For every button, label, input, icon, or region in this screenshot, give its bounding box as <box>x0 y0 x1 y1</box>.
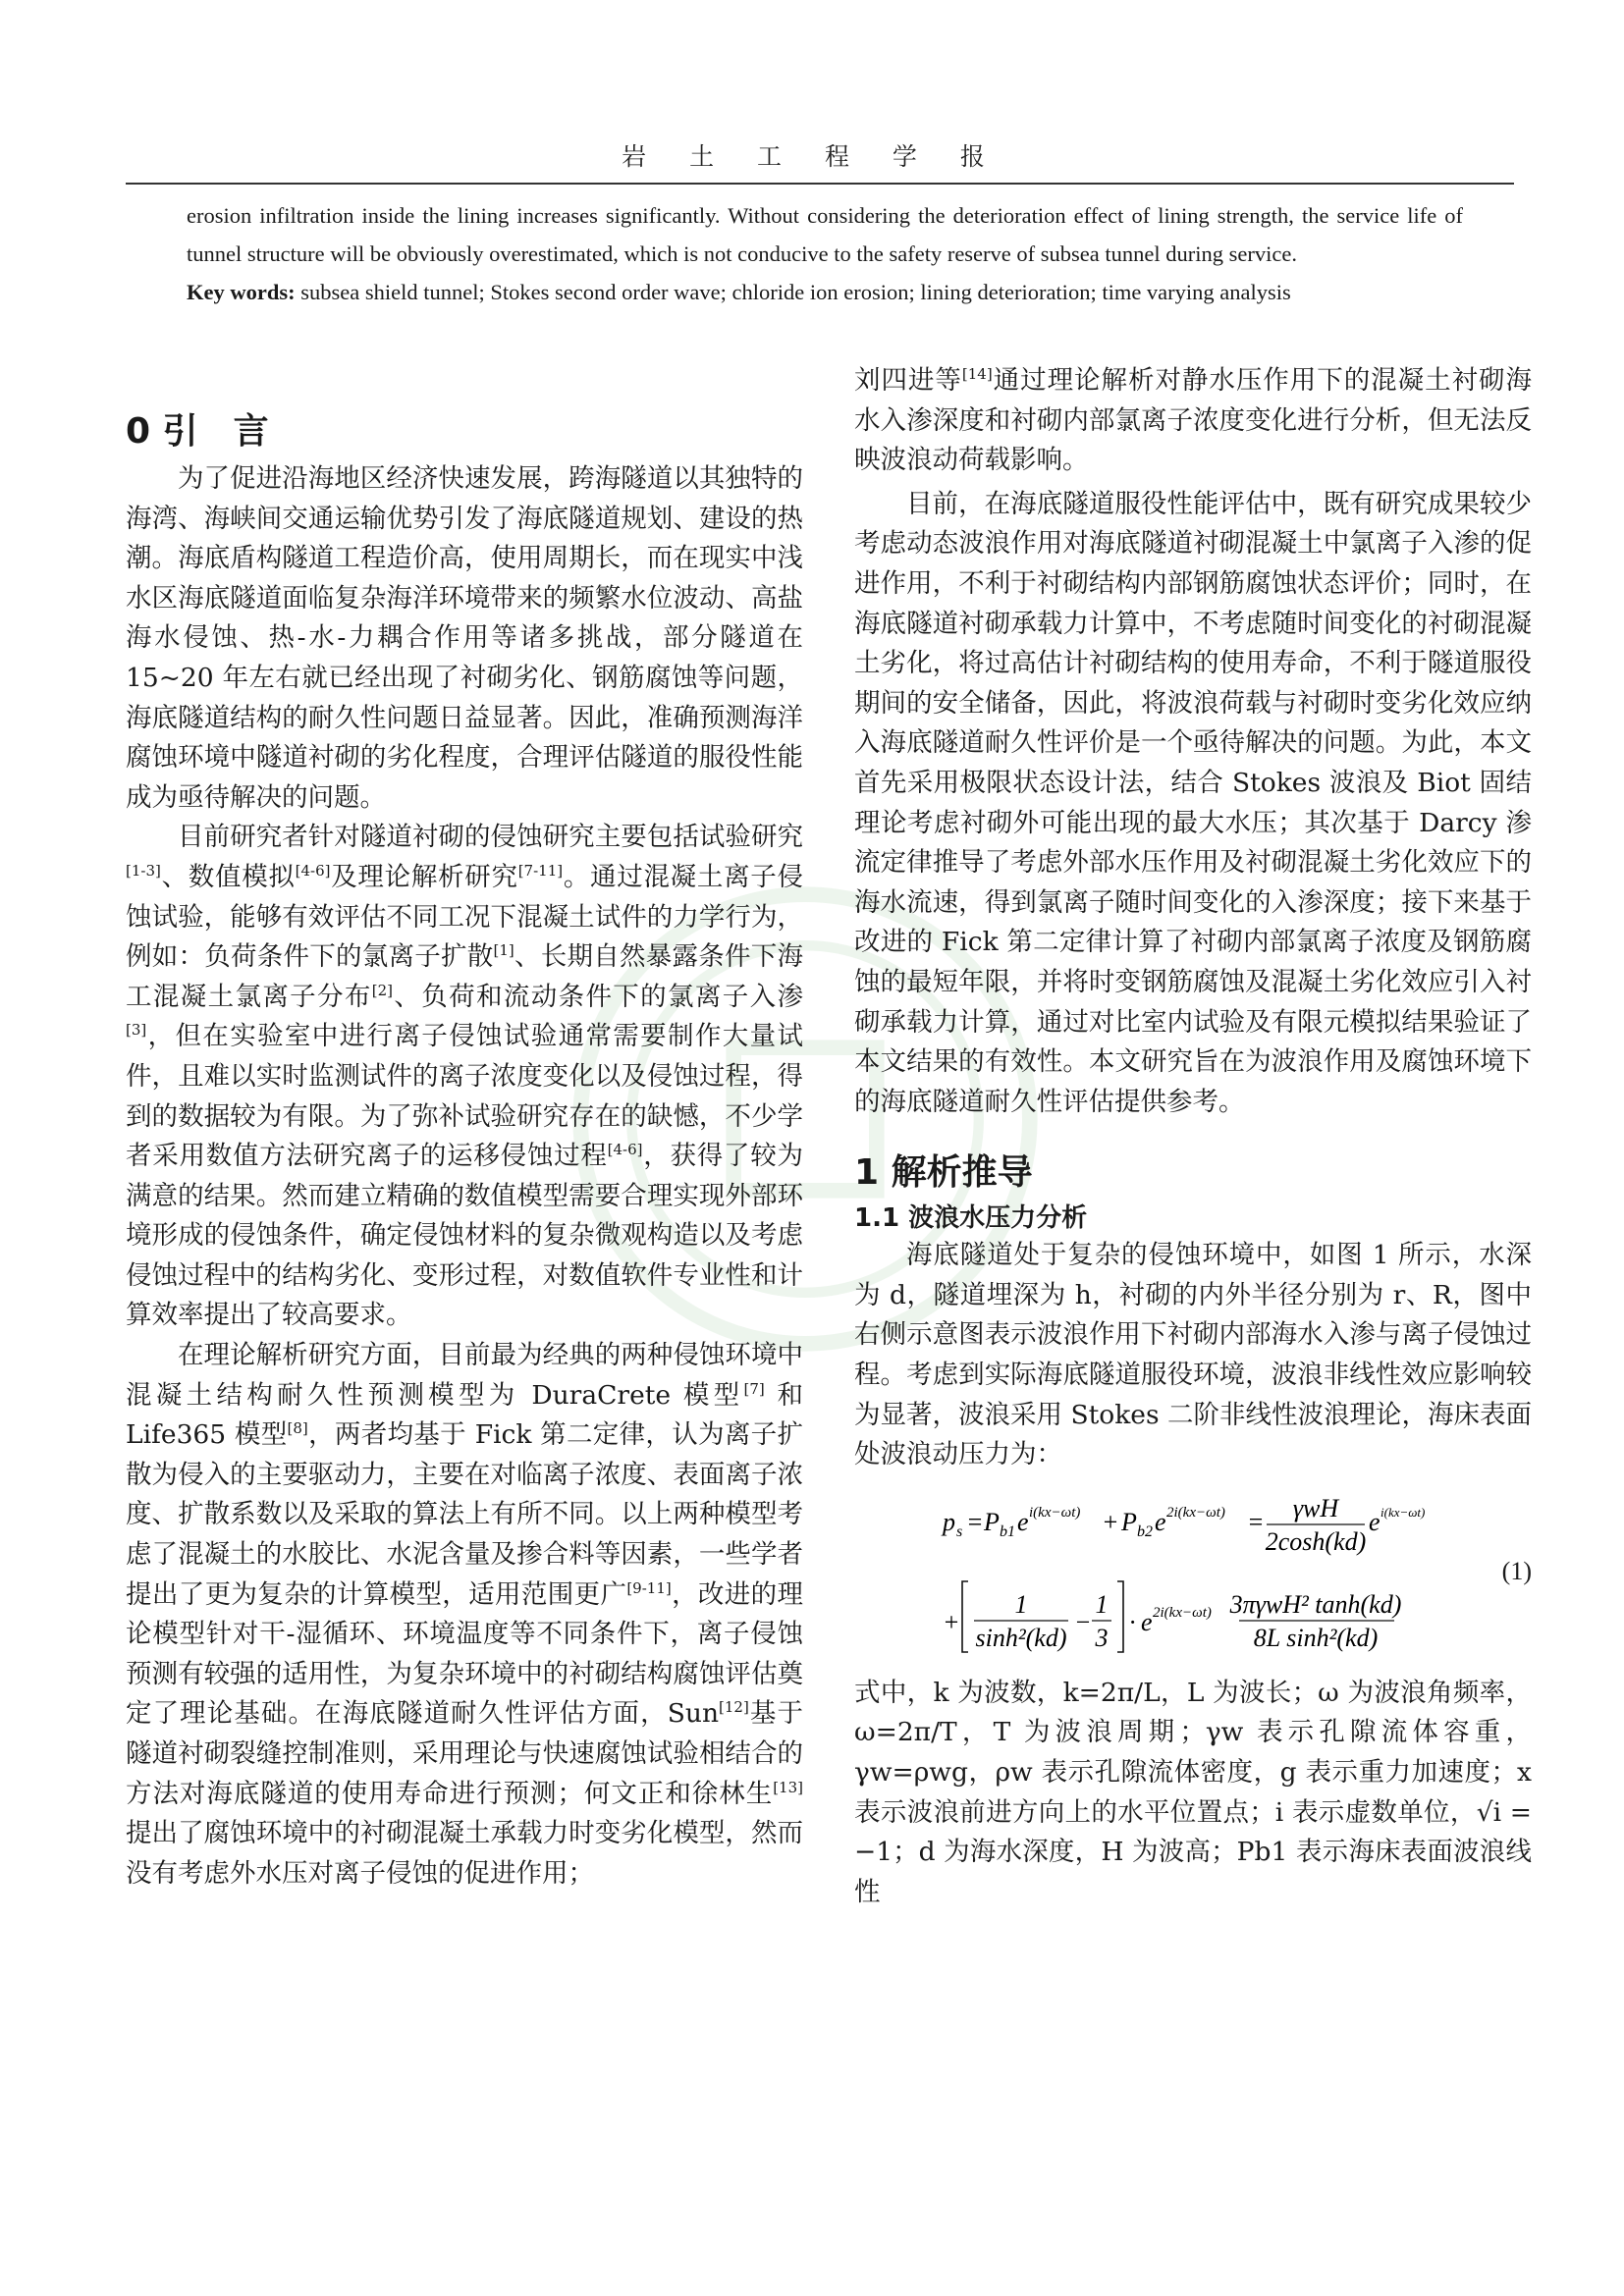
right-column <box>854 361 1532 1912</box>
equation-1 <box>854 1483 1532 1660</box>
svg-text:·: · <box>1129 1607 1136 1636</box>
section-1-1-heading: 1.1 波浪水压力分析 <box>854 1203 1088 1234</box>
citation[interactable]: [9-11] <box>626 1578 672 1597</box>
wave-paragraph: 海底隧道处于复杂的侵蚀环境中，如图 1 所示，水深为 d，隧道埋深为 h，衬砌的内外半径分别为 r、R，图中右侧示意图表示波浪作用下衬砌内部海水入渗与离子侵蚀过程。考虑到实际海底隧道服役环境，波浪非线性效应影响较为显著，波浪采用 Stokes 二阶非线性波浪理论，海床表面处波浪动压力为： <box>854 1240 1532 1470</box>
keywords-label: Key words: <box>187 280 296 304</box>
svg-text:2i(kx−ωt): 2i(kx−ωt) <box>1166 1504 1225 1521</box>
svg-text:=: = <box>966 1507 984 1536</box>
svg-text:e: e <box>1369 1507 1380 1536</box>
citation[interactable]: [2] <box>371 981 394 999</box>
svg-text:e: e <box>1017 1507 1029 1536</box>
svg-text:P: P <box>984 1507 1000 1536</box>
svg-text:i(kx−ωt): i(kx−ωt) <box>1380 1504 1426 1520</box>
left-column <box>126 404 803 1894</box>
citation[interactable]: [7] <box>743 1379 765 1398</box>
citation[interactable]: [1] <box>493 941 514 960</box>
svg-text:1: 1 <box>1095 1589 1109 1619</box>
svg-text:2i(kx−ωt): 2i(kx−ωt) <box>1153 1604 1212 1621</box>
citation[interactable]: [4-6] <box>295 862 331 881</box>
svg-text:3πγwH² tanh(kd): 3πγwH² tanh(kd) <box>1229 1589 1402 1619</box>
svg-text:=: = <box>1247 1507 1265 1536</box>
citation[interactable]: [4-6] <box>607 1141 643 1159</box>
keywords <box>187 273 1463 311</box>
intro-paragraph-4: 目前，在海底隧道服役性能评估中，既有研究成果较少考虑动态波浪作用对海底隧道衬砌混凝土中氯离子入渗的促进作用，不利于衬砌结构内部钢筋腐蚀状态评价；同时，在海底隧道衬砌承载力计算中，不考虑随时间变化的衬砌混凝土劣化，将过高估计衬砌结构的使用寿命，不利于隧道服役期间的安全储备，因此，将波浪荷载与衬砌时变劣化效应纳入海底隧道耐久性评价是一个亟待解决的问题。为此，本文首先采用极限状态设计法，结合 Stokes 波浪及 Biot 固结理论考虑衬砌外可能出现的最大水压；其次基于 Darcy 渗流定律推导了考虑外部水压作用及衬砌混凝土劣化效应下的海水流速，得到氯离子随时间变化的入渗深度；接下来基于改进的 Fick 第二定律计算了衬砌内部氯离子浓度及钢筋腐蚀的最短年限，并将时变钢筋腐蚀及混凝土劣化效应引入衬砌承载力计算，通过对比室内试验及有限元模拟结果验证了本文结果的有效性。本文研究旨在为波浪作用及腐蚀环境下的海底隧道耐久性评估提供参考。 <box>854 488 1532 1117</box>
svg-text:1: 1 <box>1014 1589 1028 1619</box>
section-0-heading: 0 引 言 <box>126 411 269 452</box>
svg-text:sinh²(kd): sinh²(kd) <box>975 1623 1067 1652</box>
svg-text:e: e <box>1155 1507 1166 1536</box>
svg-text:b1: b1 <box>1000 1522 1015 1540</box>
abstract-text: erosion infiltration inside the lining increases significantly. Without considering the deterioration effect of lining strength, the service life of tunnel structure will be obviously overestimated, which is not conducive to the safety reserve of subsea tunnel during service. <box>187 203 1463 266</box>
equation-explanation: 式中，k 为波数，k=2π/L，L 为波长；ω 为波浪角频率，ω=2π/T，T 为波浪周期；γw 表示孔隙流体容重，γw=ρwg，ρw 表示孔隙流体密度，g 表示重力加速度；x 表示波浪前进方向上的水平位置点；i 表示虚数单位，√i = −1；d 为海水深度，H 为波高；Pb1 表示海床表面波浪线性 <box>854 1677 1532 1907</box>
intro-paragraph-3: 在理论解析研究方面，目前最为经典的两种侵蚀环境中混凝土结构耐久性预测模型为 DuraCrete 模型[7] 和 Life365 模型[8]，两者均基于 Fick 第二定律，认为离子扩散为侵入的主要驱动力，主要在对临离子浓度、表面离子浓度、扩散系数以及采取的算法上有所不同。以上两种模型考虑了混凝土的水胶比、水泥含量及掺合料等因素，一些学者提出了更为复杂的计算模型，适用范围更广[9-11]，改进的理论模型针对干-湿循环、环境温度等不同条件下，离子侵蚀预测有较强的适用性，为复杂环境中的衬砌结构腐蚀评估奠定了理论基础。在海底隧道耐久性评估方面，Sun[12]基于隧道衬砌裂缝控制准则，采用理论与快速腐蚀试验相结合的方法对海底隧道的使用寿命进行预测；何文正和徐林生[13]提出了腐蚀环境中的衬砌混凝土承载力时变劣化模型，然而没有考虑外水压对离子侵蚀的促进作用； <box>126 1340 804 1889</box>
svg-text:b2: b2 <box>1137 1522 1153 1540</box>
intro-paragraph-3-continued: 刘四进等[14]通过理论解析对静水压作用下的混凝土衬砌海水入渗深度和衬砌内部氯离子浓度变化进行分析，但无法反映波浪动荷载影响。 <box>854 365 1533 476</box>
svg-text:γwH: γwH <box>1292 1493 1339 1522</box>
equation-1-graphic <box>854 1483 1426 1660</box>
journal-header: 岩 土 工 程 学 报 <box>622 142 1002 171</box>
citation[interactable]: [1-3] <box>126 862 161 881</box>
intro-paragraph-2: 目前研究者针对隧道衬砌的侵蚀研究主要包括试验研究[1-3]、数值模拟[4-6]及理论解析研究[7-11]。通过混凝土离子侵蚀试验，能够有效评估不同工况下混凝土试件的力学行为，例如：负荷条件下的氯离子扩散[1]、长期自然暴露条件下海工混凝土氯离子分布[2]、负荷和流动条件下的氯离子入渗[3]，但在实验室中进行离子侵蚀试验通常需要制作大量试件，且难以实时监测试件的离子浓度变化以及侵蚀过程，得到的数据较为有限。为了弥补试验研究存在的缺憾，不少学者采用数值方法研究离子的运移侵蚀过程[4-6]，获得了较为满意的结果。然而建立精确的数值模型需要合理实现外部环境形成的侵蚀条件，确定侵蚀材料的复杂微观构造以及考虑侵蚀过程中的结构劣化、变形过程，对数值软件专业性和计算效率提出了较高要求。 <box>126 822 804 1331</box>
citation[interactable]: [13] <box>773 1778 803 1796</box>
citation[interactable]: [8] <box>287 1419 308 1438</box>
svg-text:e: e <box>1141 1607 1153 1636</box>
svg-text:P: P <box>1121 1507 1137 1536</box>
svg-text:+: + <box>1102 1507 1119 1536</box>
equation-number: (1) <box>1501 1556 1532 1585</box>
section-1-heading: 1 解析推导 <box>854 1152 1033 1194</box>
svg-text:i(kx−ωt): i(kx−ωt) <box>1029 1504 1081 1521</box>
svg-text:8L sinh²(kd): 8L sinh²(kd) <box>1253 1623 1379 1652</box>
svg-text:p: p <box>943 1507 955 1536</box>
citation[interactable]: [3] <box>126 1021 147 1040</box>
citation[interactable]: [14] <box>961 365 993 384</box>
citation[interactable]: [7-11] <box>517 862 564 881</box>
svg-text:s: s <box>956 1522 963 1540</box>
svg-text:3: 3 <box>1095 1623 1109 1652</box>
citation[interactable]: [12] <box>719 1698 749 1717</box>
keywords-text: subsea shield tunnel; Stokes second order wave; chloride ion erosion; lining deterioration; time varying analysis <box>295 280 1291 304</box>
svg-text:2cosh(kd): 2cosh(kd) <box>1265 1526 1367 1556</box>
abstract-continuation <box>187 196 1463 311</box>
svg-text:+: + <box>943 1607 960 1636</box>
intro-paragraph-1: 为了促进沿海地区经济快速发展，跨海隧道以其独特的海湾、海峡间交通运输优势引发了海底隧道规划、建设的热潮。海底盾构隧道工程造价高，使用周期长，而在现实中浅水区海底隧道面临复杂海洋环境带来的频繁水位波动、高盐海水侵蚀、热-水-力耦合作用等诸多挑战，部分隧道在 15~20 年左右就已经出现了衬砌劣化、钢筋腐蚀等问题，海底隧道结构的耐久性问题日益显著。因此，准确预测海洋腐蚀环境中隧道衬砌的劣化程度，合理评估隧道的服役性能成为亟待解决的问题。 <box>126 463 803 813</box>
header-rule <box>126 183 1514 185</box>
svg-text:−: − <box>1074 1607 1092 1636</box>
